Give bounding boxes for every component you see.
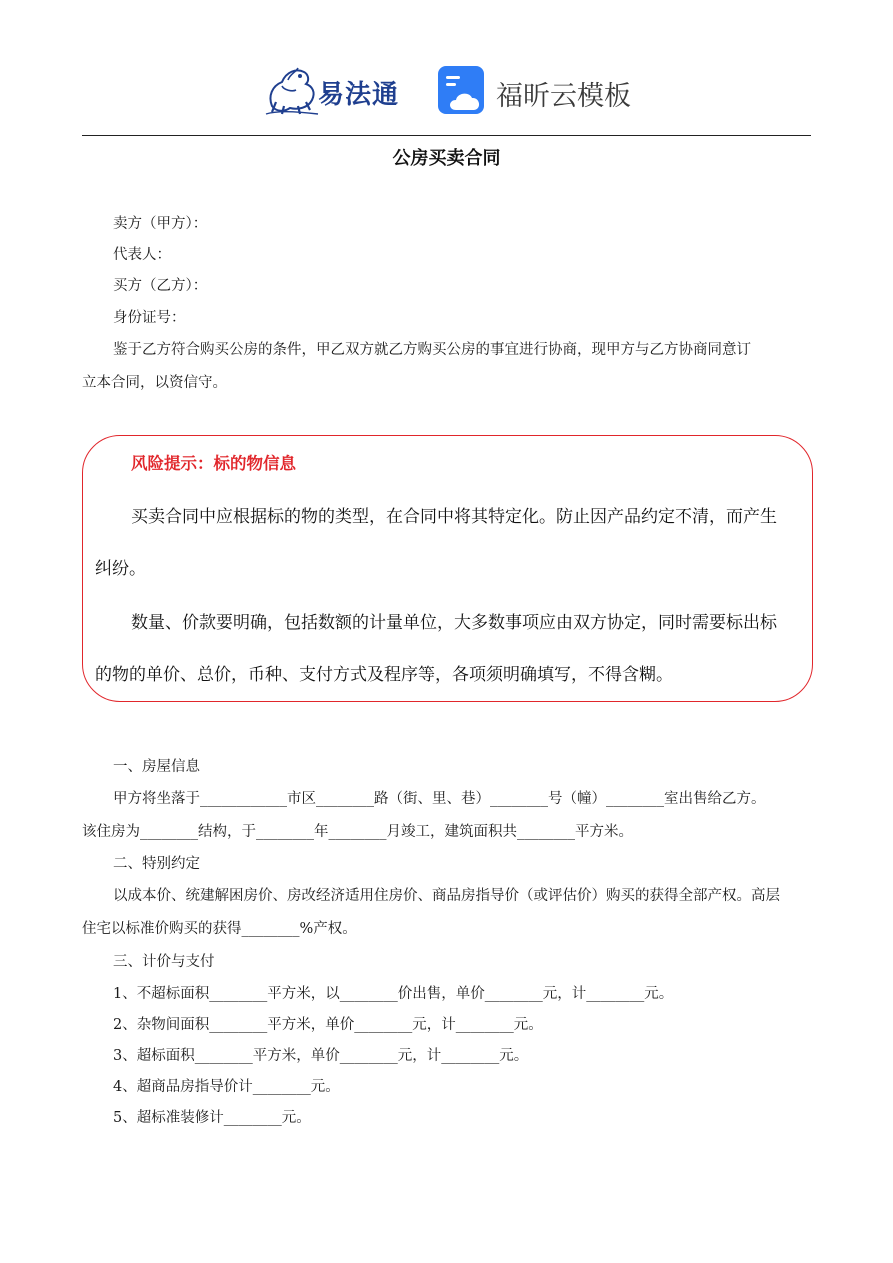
representative-line: 代表人： <box>113 247 171 263</box>
section-1-line-1: 甲方将坐落于____________市区________路（街、里、巷）________号（幢）________室出售给乙方。 <box>113 791 766 807</box>
section-3-item-1: 1、不超标面积________平方米，以________价出售，单价________元，计________元。 <box>113 986 674 1002</box>
intro-line-2: 立本合同，以资信守。 <box>82 375 227 391</box>
risk-paragraph-1-line-1: 买卖合同中应根据标的物的类型，在合同中将其特定化。防止因产品约定不清，而产生 <box>131 507 777 527</box>
section-1-line-2: 该住房为________结构，于________年________月竣工，建筑面积共________平方米。 <box>82 824 633 840</box>
header-divider <box>82 135 811 136</box>
section-3-item-5: 5、超标准装修计________元。 <box>113 1110 311 1126</box>
logo2-text: 福昕云模板 <box>496 81 631 112</box>
section-3-title: 三、计价与支付 <box>113 954 215 970</box>
document-title: 公房买卖合同 <box>392 148 501 169</box>
section-1-title: 一、房屋信息 <box>113 759 200 775</box>
yifatong-logo <box>262 62 412 118</box>
cloud-document-icon <box>436 64 488 116</box>
section-3-item-2: 2、杂物间面积________平方米，单价________元，计________元。 <box>113 1017 543 1033</box>
seller-line: 卖方（甲方）： <box>113 216 208 232</box>
header <box>0 60 893 122</box>
id-number-line: 身份证号： <box>113 310 186 326</box>
section-2-line-1: 以成本价、统建解困房价、房改经济适用住房价、商品房指导价（或评估价）购买的获得全部产权。高层 <box>113 888 780 904</box>
risk-notice-box <box>82 435 813 702</box>
section-3-item-4: 4、超商品房指导价计________元。 <box>113 1079 340 1095</box>
qilin-icon <box>262 62 322 118</box>
intro-line-1: 鉴于乙方符合购买公房的条件，甲乙双方就乙方购买公房的事宜进行协商，现甲方与乙方协商同意订 <box>113 342 751 358</box>
fuxin-template-logo <box>436 64 636 118</box>
risk-paragraph-2-line-2: 的物的单价、总价，币种、支付方式及程序等，各项须明确填写，不得含糊。 <box>95 665 673 685</box>
section-2-title: 二、特别约定 <box>113 856 200 872</box>
risk-notice-title: 风险提示：标的物信息 <box>131 454 296 473</box>
section-3-item-3: 3、超标面积________平方米，单价________元，计________元。 <box>113 1048 529 1064</box>
logo1-text: 易法通 <box>318 80 400 110</box>
risk-paragraph-2-line-1: 数量、价款要明确，包括数额的计量单位，大多数事项应由双方协定，同时需要标出标 <box>131 613 777 633</box>
risk-paragraph-1-line-2: 纠纷。 <box>95 559 146 579</box>
section-2-line-2: 住宅以标准价购买的获得________%产权。 <box>82 921 357 937</box>
buyer-line: 买方（乙方）： <box>113 278 208 294</box>
